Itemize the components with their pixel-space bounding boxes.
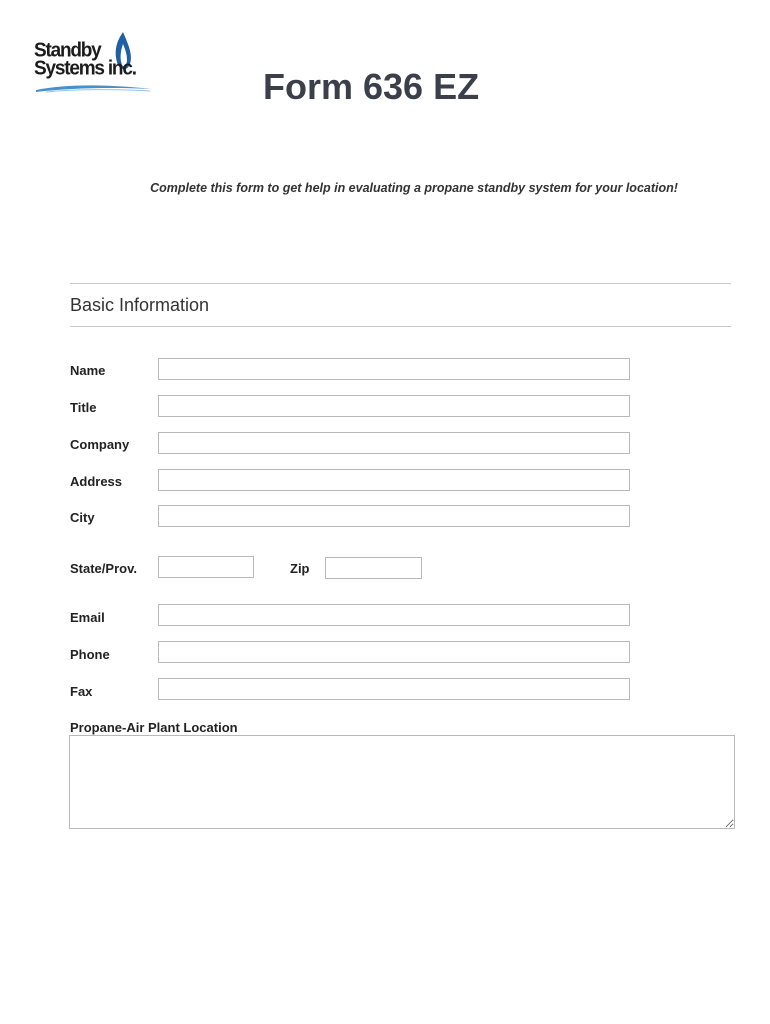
section-divider-top <box>70 283 731 284</box>
plant-location-field[interactable] <box>69 735 735 829</box>
form-intro: Complete this form to get help in evaluating a propane standby system for your location! <box>150 181 678 195</box>
name-field[interactable] <box>158 358 630 380</box>
address-label: Address <box>70 474 123 489</box>
company-field[interactable] <box>158 432 630 454</box>
state-field[interactable] <box>158 556 254 578</box>
zip-label: Zip <box>290 561 310 576</box>
email-label: Email <box>70 610 105 625</box>
title-field[interactable] <box>158 395 630 417</box>
section-divider-bottom <box>70 326 731 327</box>
logo-swoosh <box>36 82 152 94</box>
company-label: Company <box>70 437 130 452</box>
address-field[interactable] <box>158 469 630 491</box>
city-label: City <box>70 510 95 525</box>
phone-field[interactable] <box>158 641 630 663</box>
plant-location-label: Propane-Air Plant Location <box>70 720 238 735</box>
logo-text-line1: Standby <box>34 39 101 62</box>
title-label: Title <box>70 400 97 415</box>
name-label: Name <box>70 363 106 378</box>
email-field[interactable] <box>158 604 630 626</box>
fax-field[interactable] <box>158 678 630 700</box>
state-label: State/Prov. <box>70 561 137 576</box>
page-title: Form 636 EZ <box>263 66 480 107</box>
section-title: Basic Information <box>70 295 210 315</box>
zip-field[interactable] <box>325 557 422 579</box>
fax-label: Fax <box>70 684 93 699</box>
logo-text-line2: Systems inc. <box>34 57 136 80</box>
city-field[interactable] <box>158 505 630 527</box>
phone-label: Phone <box>70 647 110 662</box>
company-logo <box>32 32 154 96</box>
